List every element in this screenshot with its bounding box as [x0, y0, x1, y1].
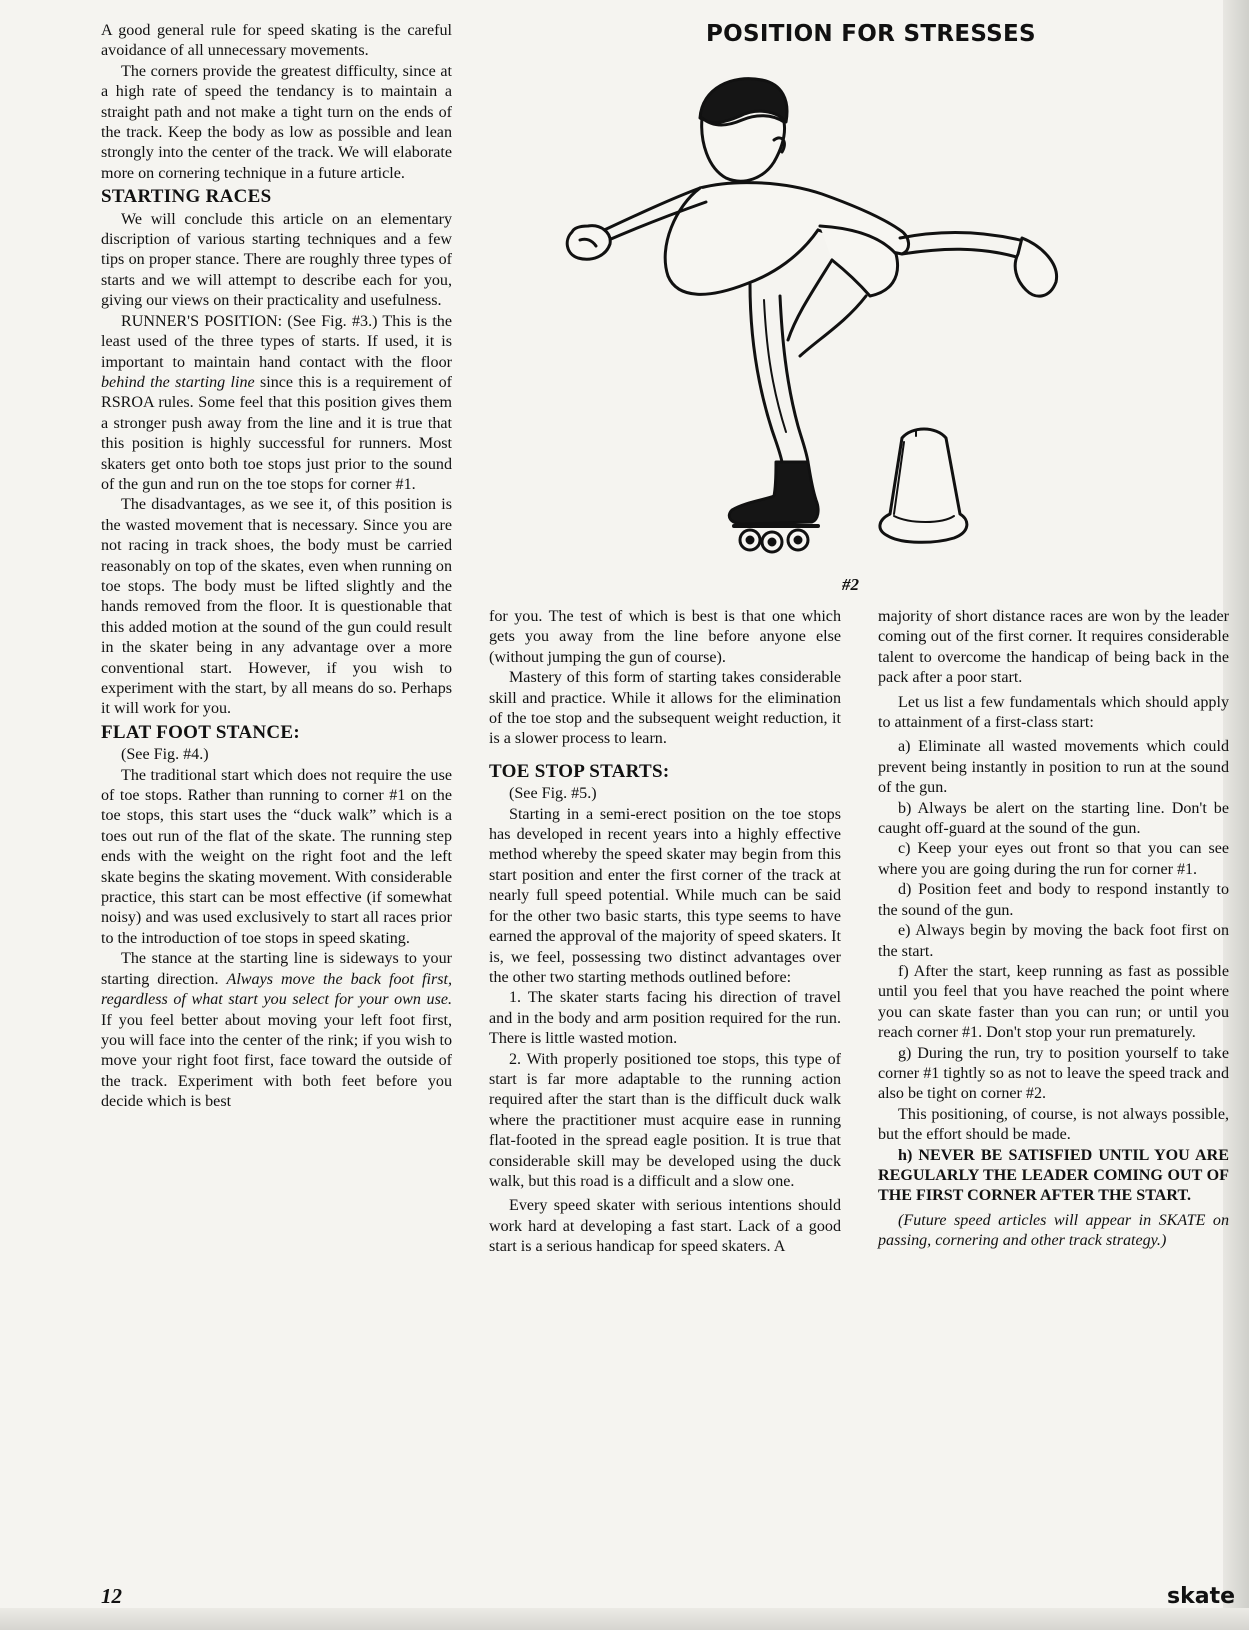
text-run: The stance at the starting line is sideways to your starting direction.: [101, 950, 452, 988]
text-run: If you feel better about moving your left foot first, you will face into the center of the rink; if you wish to move your right foot first, face toward the outside of the track. Experiment with both feet before you decide which is best: [101, 1011, 452, 1111]
list-item: g) During the run, try to position yourself to take corner #1 tightly so as not to leave the speed track and also be tight on corner #2.: [878, 1044, 1229, 1103]
paragraph-runners-position: [101, 312, 452, 496]
section-heading-starting-races: STARTING RACES: [101, 186, 272, 208]
paragraph: 2. With properly positioned toe stops, this type of start is far more adaptable to the running action required after the start than is the difficult duck walk where the practitioner must acquire ease in running flat-footed in the spread eagle position. It is true that considerable skill may be developed using the duck walk, but this road is a difficult and a slow one.: [489, 1050, 841, 1190]
paragraph: Let us list a few fundamentals which should apply to attainment of a first-class start:: [878, 693, 1229, 732]
list-item: d) Position feet and body to respond instantly to the sound of the gun.: [878, 881, 1229, 919]
paragraph: The traditional start which does not require the use of toe stops. Rather than running to corner #1 on the toe stops, this start uses the “duck walk” which is a toes out run of the flat of the skate. The running step ends with the weight on the right foot and the left skate begins the skating movement. With considerable practice, this start can be most effective (if somewhat noisy) and was used exclusively to start all races prior to the introduction of toe stops in speed skating.: [101, 766, 452, 947]
paragraph: Every speed skater with serious intentions should work hard at developing a fast start. Lack of a good start is a serious handicap for speed skaters. A: [489, 1197, 841, 1256]
paragraph: majority of short distance races are won by the leader coming out of the first corner. It requires considerable talent to overcome the handicap of being back in the pack after a poor start.: [878, 608, 1229, 687]
figure-reference: (See Fig. #4.): [121, 746, 209, 764]
paragraph: The disadvantages, as we see it, of this position is the wasted movement that is necessary. Since you are not racing in track shoes, the body must be carried reasonably on top of the skates, even when running on toe stops. The body must be lifted slightly and the hands removed from the floor. It is questionable that this added motion at the sound of the gun could result in the skater being in any advantage over a more conventional start. However, if you wish to experiment with the start, by all means do so. Perhaps it will work for you.: [101, 496, 452, 718]
list-item: a) Eliminate all wasted movements which could prevent being instantly in position to run at the sound of the gun.: [878, 738, 1229, 797]
paragraph: 1. The skater starts facing his direction of travel and in the body and arm position required for the run. There is little wasted motion.: [489, 989, 841, 1048]
magazine-name: skate: [1167, 1584, 1236, 1609]
skater-illustration: [550, 70, 1130, 570]
page-edge-bottom: [0, 1608, 1249, 1630]
paragraph: We will conclude this article on an elementary discription of various starting techniques and a few tips on proper stance. There are roughly three types of starts and we will attempt to describe each for you, giving our views on their practicality and usefulness.: [101, 210, 452, 310]
list-item: c) Keep your eyes out front so that you can see where you are going during the run for corner #1.: [878, 840, 1229, 878]
article-column-3: [878, 607, 1229, 1252]
article-column-1: [101, 21, 452, 1113]
article-column-2: [489, 607, 841, 1258]
editor-note: (Future speed articles will appear in SKATE on passing, cornering and other track strategy.): [878, 1211, 1229, 1250]
paragraph: This positioning, of course, is not always possible, but the effort should be made.: [878, 1105, 1229, 1144]
paragraph-stance: [101, 949, 452, 1112]
list-item: e) Always begin by moving the back foot first on the start.: [878, 922, 1229, 960]
paragraph: Mastery of this form of starting takes considerable skill and practice. While it allows for the elimination of the toe stop and the subsequent weight reduction, it is a slower process to learn.: [489, 669, 841, 748]
figure-reference: (See Fig. #5.): [509, 785, 597, 803]
list-item: b) Always be alert on the starting line. Don't be caught off-guard at the sound of the gun.: [878, 799, 1229, 838]
section-heading-toe-stop-starts: TOE STOP STARTS:: [489, 760, 670, 782]
figure-label: #2: [842, 575, 859, 594]
italic-text-run: behind the starting line: [101, 373, 255, 391]
text-run: RUNNER'S POSITION: (See Fig. #3.) This is the least used of the three types of starts. If used, it is important to maintain hand contact with the floor: [101, 312, 452, 371]
paragraph: A good general rule for speed skating is the careful avoidance of all unnecessary movements.: [101, 22, 452, 60]
page-number: 12: [101, 1584, 122, 1608]
paragraph: for you. The test of which is best is that one which gets you away from the line before anyone else (without jumping the gun of course).: [489, 608, 841, 666]
figure-title: POSITION FOR STRESSES: [706, 21, 1036, 47]
list-item: f) After the start, keep running as fast as possible until you feel that you have reached the point where you can skate faster than you can run; or until you reach corner #1. Don't stop your run prematurely.: [878, 962, 1229, 1042]
italic-text-run: Always move the back foot first, regardless of what start you select for your own use.: [101, 970, 452, 1009]
list-item-emphasis: h) NEVER BE SATISFIED UNTIL YOU ARE REGULARLY THE LEADER COMING OUT OF THE FIRST CORNER AFTER THE START.: [878, 1146, 1229, 1205]
section-heading-flat-foot-stance: FLAT FOOT STANCE:: [101, 721, 301, 743]
text-run: since this is a requirement of RSROA rules. Some feel that this position gives them a stronger push away from the line and it is true that this position is highly successful for runners. Most skaters get onto both toe stops just prior to the sound of the gun and run on the toe stops for corner #1.: [101, 373, 452, 493]
paragraph: The corners provide the greatest difficulty, since at a high rate of speed the tendancy is to maintain a straight path and not make a tight turn on the ends of the track. Keep the body as low as possible and lean strongly into the center of the track. We will elaborate more on cornering technique in a future article.: [101, 62, 452, 182]
paragraph: Starting in a semi-erect position on the toe stops has developed in recent years into a highly effective method whereby the speed skater may begin from this start position and enter the first corner of the track at nearly full speed potential. While much can be said for the other two basic starts, this type seems to have earned the approval of the majority of speed skaters. It is, we feel, possessing two distinct advantages over the other two starting methods outlined before:: [489, 805, 841, 986]
